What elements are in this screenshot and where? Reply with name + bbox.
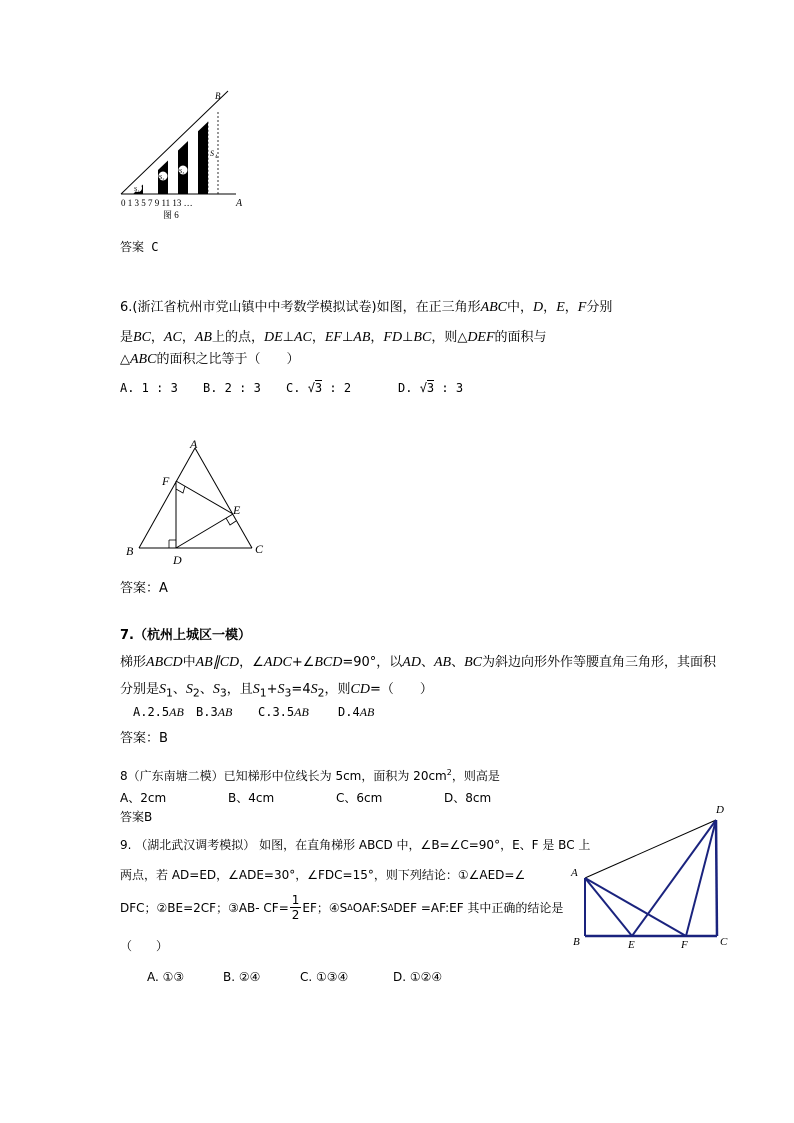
q6-text: 中， <box>507 300 534 315</box>
q7-var-s: S <box>159 682 167 697</box>
q6-comma: ， <box>311 330 325 345</box>
q9-fig-label-e: E <box>628 939 635 951</box>
q7-option-d <box>338 705 374 720</box>
q6-source: (浙江省杭州市党山镇中中考数学模拟试卷) <box>132 300 377 315</box>
q8-option-d: D、8cm <box>444 791 492 805</box>
sqrt-icon: √3 <box>307 381 323 395</box>
q7-text: 分别是 <box>120 682 160 697</box>
q6-var-f: F <box>577 300 587 315</box>
q6-fig-label-f: F <box>162 474 170 488</box>
q6-var-def: DEF <box>467 330 495 345</box>
q6-option-b: B. 2 : 3 <box>203 381 261 395</box>
q6-var-fd: FD <box>383 330 403 345</box>
q7-var-ad: AD <box>402 655 421 670</box>
q6-text: 是 <box>120 330 134 345</box>
q7-var-ab: AB <box>217 705 233 719</box>
q7-var-s: S <box>212 682 220 697</box>
q5-answer: 答案 C <box>120 240 159 254</box>
q6-var-ac: AC <box>293 330 312 345</box>
q7-sub: 1 <box>259 686 267 700</box>
q7-sub: 2 <box>317 686 325 700</box>
q6-comma: ， <box>370 330 384 345</box>
q9-sub: Δ <box>387 903 394 912</box>
q6-comma: ， <box>564 300 578 315</box>
q7-var-ab-par-cd: AB∥CD <box>195 655 240 670</box>
q9-option-d: D. ①②④ <box>393 970 443 984</box>
q7-answer: 答案：B <box>120 731 168 746</box>
q6-var-abc: ABC <box>130 352 157 367</box>
q7-option-a-value: A.2.5 <box>133 705 170 719</box>
q9-option-a: A. ①③ <box>147 970 185 984</box>
fig6-s4-sub: 4 <box>215 155 218 160</box>
q9-line3 <box>120 893 563 922</box>
fig6-top-label: B <box>215 91 221 101</box>
q6-var-de: DE <box>263 330 283 345</box>
q7-sub: 2 <box>192 686 200 700</box>
q6-perp-symbol: ⊥ <box>341 330 354 345</box>
q9-fraction-denominator: 2 <box>291 908 300 922</box>
q9-fraction <box>290 893 302 922</box>
q7-option-b <box>196 705 232 720</box>
q7-var-ab: AB <box>294 705 309 719</box>
fig6-circle-s1: S₁ <box>134 187 140 193</box>
q7-text: =（ ） <box>369 682 433 697</box>
q9-line1: 9. （湖北武汉调考模拟） 如图，在直角梯形 ABCD 中，∠B=∠C=90°，E、F 是 BC 上 <box>120 838 591 852</box>
sqrt-radicand: 3 <box>426 381 435 395</box>
q6-option-c-value: : 2 <box>329 381 352 395</box>
q7-title: 7.（杭州上城区一模） <box>120 628 251 643</box>
q6-fig-label-b: B <box>126 544 134 558</box>
q9-text: EF；④S <box>302 901 348 915</box>
q6-var-ef: EF <box>324 330 342 345</box>
q7-option-c <box>258 705 309 720</box>
q6-option-d-label: D. <box>398 381 413 395</box>
q6-triangle-figure <box>118 436 273 566</box>
q7-sub: 3 <box>219 686 227 700</box>
q7-option-a <box>133 705 184 720</box>
q9-trapezoid-figure <box>565 798 740 953</box>
q7-var-s: S <box>310 682 318 697</box>
q7-text: + <box>266 682 278 697</box>
fig6-caption: 图 6 <box>163 210 179 220</box>
q8-option-c: C、6cm <box>336 791 383 805</box>
q7-var-s: S <box>252 682 260 697</box>
q7-sub: 3 <box>284 686 292 700</box>
q7-var-bcd: BCD <box>314 655 343 670</box>
q7-option-c-value: C.3.5 <box>258 705 295 719</box>
q8-option-b: B、4cm <box>228 791 275 805</box>
q7-sep: 、 <box>420 655 434 670</box>
q6-text: ，则△ <box>431 330 468 345</box>
q9-text: OAF:S <box>352 900 388 915</box>
q9-fig-label-d: D <box>716 804 724 816</box>
q7-var-ab: AB <box>359 705 375 719</box>
q7-text: =90°，以 <box>342 655 403 670</box>
fig6-s4-label: S <box>210 149 214 158</box>
q9-line4: （ ） <box>120 939 169 953</box>
q8-text: 8（广东南塘二模）已知梯形中位线长为 5cm，面积为 20cm <box>120 769 447 783</box>
q6-option-c-label: C. <box>286 381 301 395</box>
q7-option-b-value: B.3 <box>196 705 218 719</box>
figure-6-staircase <box>118 88 258 223</box>
q9-fig-label-b: B <box>573 936 580 948</box>
q9-fig-label-c: C <box>720 936 728 948</box>
fig6-circle-s3: S₃ <box>179 169 185 175</box>
q7-var-abcd: ABCD <box>146 655 183 670</box>
q6-var-bc: BC <box>413 330 432 345</box>
q6-answer: 答案：A <box>120 581 168 596</box>
q7-line2 <box>120 678 433 700</box>
q9-line2: 两点，若 AD=ED，∠ADE=30°，∠FDC=15°，则下列结论：①∠AED=∠ <box>120 868 526 882</box>
sqrt-icon: √3 <box>419 381 435 395</box>
q6-fig-label-e: E <box>233 503 241 517</box>
q6-perp-symbol: ⊥ <box>402 330 414 345</box>
q6-var-ab: AB <box>353 330 371 345</box>
q6-var-bc: BC <box>133 330 151 345</box>
q7-sub: 1 <box>166 686 173 700</box>
q6-line2 <box>120 326 547 346</box>
q7-line1 <box>120 651 716 671</box>
fig6-axis-end: A <box>236 198 243 209</box>
q6-option-a: A. 1 : 3 <box>120 381 178 395</box>
q9-fig-label-a: A <box>571 867 578 879</box>
q6-text: 如图，在正三角形 <box>376 300 481 315</box>
q7-text: =4 <box>291 682 311 697</box>
q6-perp-symbol: ⊥ <box>282 330 294 345</box>
q7-text: ，∠ <box>239 655 264 670</box>
q9-fraction-numerator: 1 <box>291 893 300 907</box>
q6-option-d-value: : 3 <box>441 381 464 395</box>
fig6-axis-ticks: 0 1 3 5 7 9 11 13 … <box>121 198 193 208</box>
q6-triangle-symbol: △ <box>120 352 130 367</box>
q7-text: 为斜边向形外作等腰直角三角形，其面积 <box>482 655 717 670</box>
q7-text: ，且 <box>226 682 253 697</box>
q6-fig-label-a: A <box>190 437 198 451</box>
q7-var-bc: BC <box>464 655 482 670</box>
q6-option-c <box>286 381 351 395</box>
q6-option-d <box>398 381 463 395</box>
q7-var-adc: ADC <box>263 655 292 670</box>
q9-option-c: C. ①③④ <box>300 970 349 984</box>
fig6-circle-s2: S₂ <box>159 175 165 181</box>
q7-text: 中 <box>182 655 196 670</box>
q9-sub: Δ <box>347 903 353 912</box>
q6-comma: ， <box>150 330 164 345</box>
q9-option-b: B. ②④ <box>223 970 261 984</box>
q6-var-ac: AC <box>163 330 182 345</box>
q6-text: 分别 <box>586 300 613 315</box>
q6-line3 <box>120 348 299 368</box>
q7-var-ab: AB <box>169 705 184 719</box>
q7-sep: 、 <box>451 655 465 670</box>
q8-stem <box>120 767 500 784</box>
q6-comma: ， <box>181 330 195 345</box>
q7-var-s: S <box>277 682 285 697</box>
q6-var-ab: AB <box>194 330 212 345</box>
q8-superscript: 2 <box>446 768 452 777</box>
q8-answer: 答案B <box>120 810 153 824</box>
q7-var-s: S <box>185 682 193 697</box>
q6-var-e: E <box>556 300 565 315</box>
q7-text: 梯形 <box>120 655 147 670</box>
q8-text: ，则高是 <box>451 769 500 783</box>
q9-fig-label-f: F <box>681 939 688 951</box>
q6-line1 <box>120 296 612 316</box>
q6-comma: ， <box>543 300 557 315</box>
q9-text: DEF =AF:EF 其中正确的结论是 <box>393 901 564 915</box>
q6-var-d: D <box>533 300 544 315</box>
q9-text: DFC；②BE=2CF；③AB- CF= <box>120 901 289 915</box>
sqrt-radicand: 3 <box>314 381 323 395</box>
q6-text: 上的点， <box>211 330 264 345</box>
q8-option-a: A、2cm <box>120 791 167 805</box>
q7-var-cd: CD <box>350 682 370 697</box>
q6-fig-label-d: D <box>173 553 182 566</box>
q6-number: 6. <box>120 300 133 315</box>
q7-sep: 、 <box>199 682 213 697</box>
q7-var-ab: AB <box>433 655 452 670</box>
q6-text: 的面积与 <box>494 330 547 345</box>
q7-text: +∠ <box>291 655 315 670</box>
q7-sep: 、 <box>172 682 186 697</box>
q7-option-d-value: D.4 <box>338 705 360 719</box>
q6-var-abc: ABC <box>480 300 508 315</box>
q7-text: ，则 <box>324 682 351 697</box>
q6-text: 的面积之比等于（ ） <box>156 352 300 367</box>
q6-fig-label-c: C <box>255 542 264 556</box>
